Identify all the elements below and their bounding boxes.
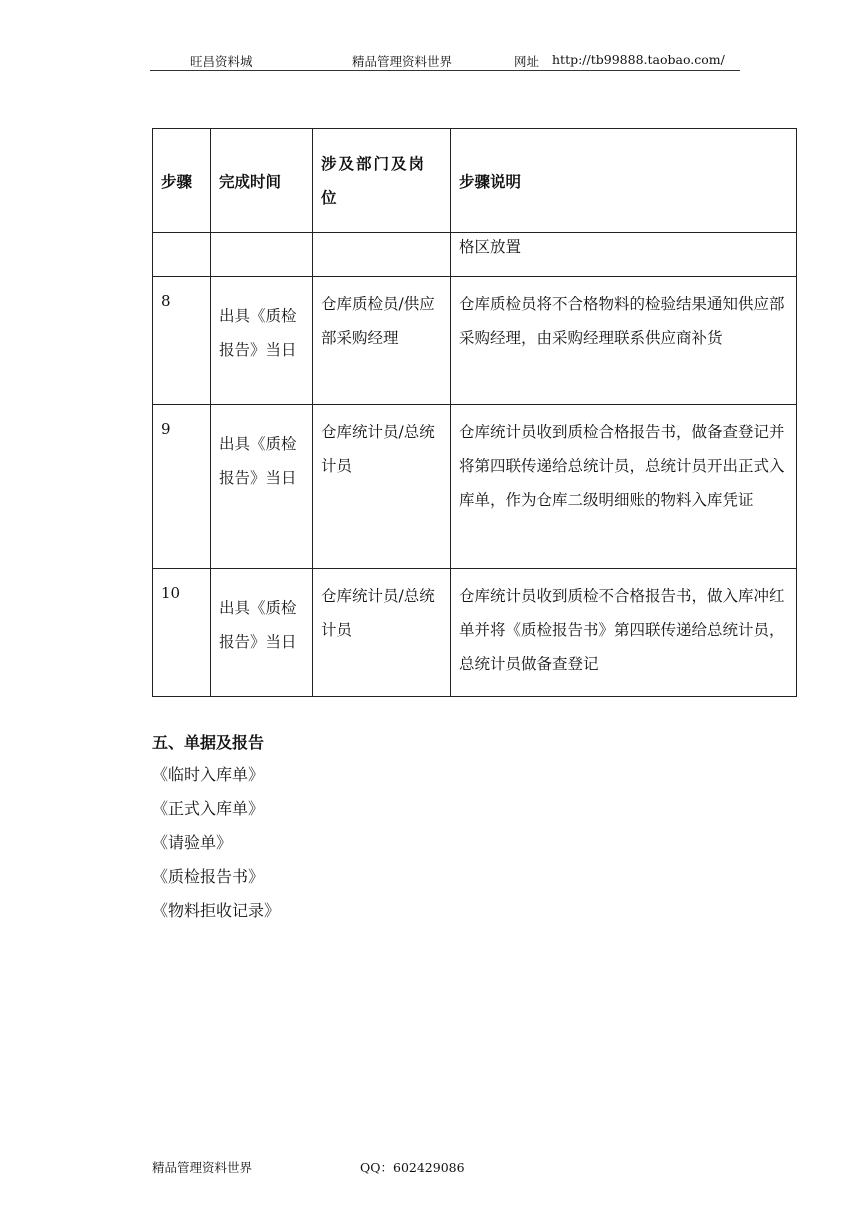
header-url-label: 网址 — [514, 54, 540, 69]
step-description: 仓库统计员收到质检不合格报告书，做入库冲红单并将《质检报告书》第四联传递给总统计员，总统计员做备查登记 — [459, 587, 785, 673]
completion-time: 出具《质检报告》当日 — [219, 435, 297, 487]
department: 仓库质检员/供应部采购经理 — [321, 295, 435, 347]
table-row — [153, 277, 797, 405]
list-item: 《临时入库单》 — [152, 765, 265, 784]
list-item: 《质检报告书》 — [152, 867, 265, 886]
footer-qq: QQ：602429086 — [360, 1160, 465, 1175]
completion-time: 出具《质检报告》当日 — [219, 599, 297, 651]
header-site-name: 旺昌资料城 — [190, 54, 253, 69]
list-item: 《正式入库单》 — [152, 799, 265, 818]
header-dept: 涉及部门及岗位 — [313, 129, 451, 233]
department: 仓库统计员/总统计员 — [321, 423, 435, 475]
step-number: 9 — [161, 420, 171, 438]
step-number: 10 — [161, 584, 181, 602]
header-desc: 步骤说明 — [451, 129, 797, 233]
header-time: 完成时间 — [211, 129, 313, 233]
header-divider — [150, 70, 740, 71]
footer-slogan: 精品管理资料世界 — [152, 1160, 253, 1175]
step-description: 仓库统计员收到质检合格报告书，做备查登记并将第四联传递给总统计员，总统计员开出正式入库单，作为仓库二级明细账的物料入库凭证 — [459, 423, 785, 509]
steps-table — [152, 128, 797, 697]
step-number: 8 — [161, 292, 171, 310]
table-row-continuation — [153, 233, 797, 277]
completion-time: 出具《质检报告》当日 — [219, 307, 297, 359]
table-row — [153, 405, 797, 569]
department: 仓库统计员/总统计员 — [321, 587, 435, 639]
header-url[interactable]: http://tb99888.taobao.com/ — [552, 52, 725, 67]
document-list — [152, 760, 280, 930]
continuation-text: 格区放置 — [459, 238, 522, 256]
header-step: 步骤 — [153, 129, 211, 233]
section-title: 五、单据及报告 — [152, 733, 265, 752]
step-description: 仓库质检员将不合格物料的检验结果通知供应部采购经理，由采购经理联系供应商补货 — [459, 295, 785, 347]
header-slogan: 精品管理资料世界 — [352, 54, 453, 69]
table-row — [153, 569, 797, 697]
list-item: 《请验单》 — [152, 833, 233, 852]
table-header-row — [153, 129, 797, 233]
list-item: 《物料拒收记录》 — [152, 901, 281, 920]
